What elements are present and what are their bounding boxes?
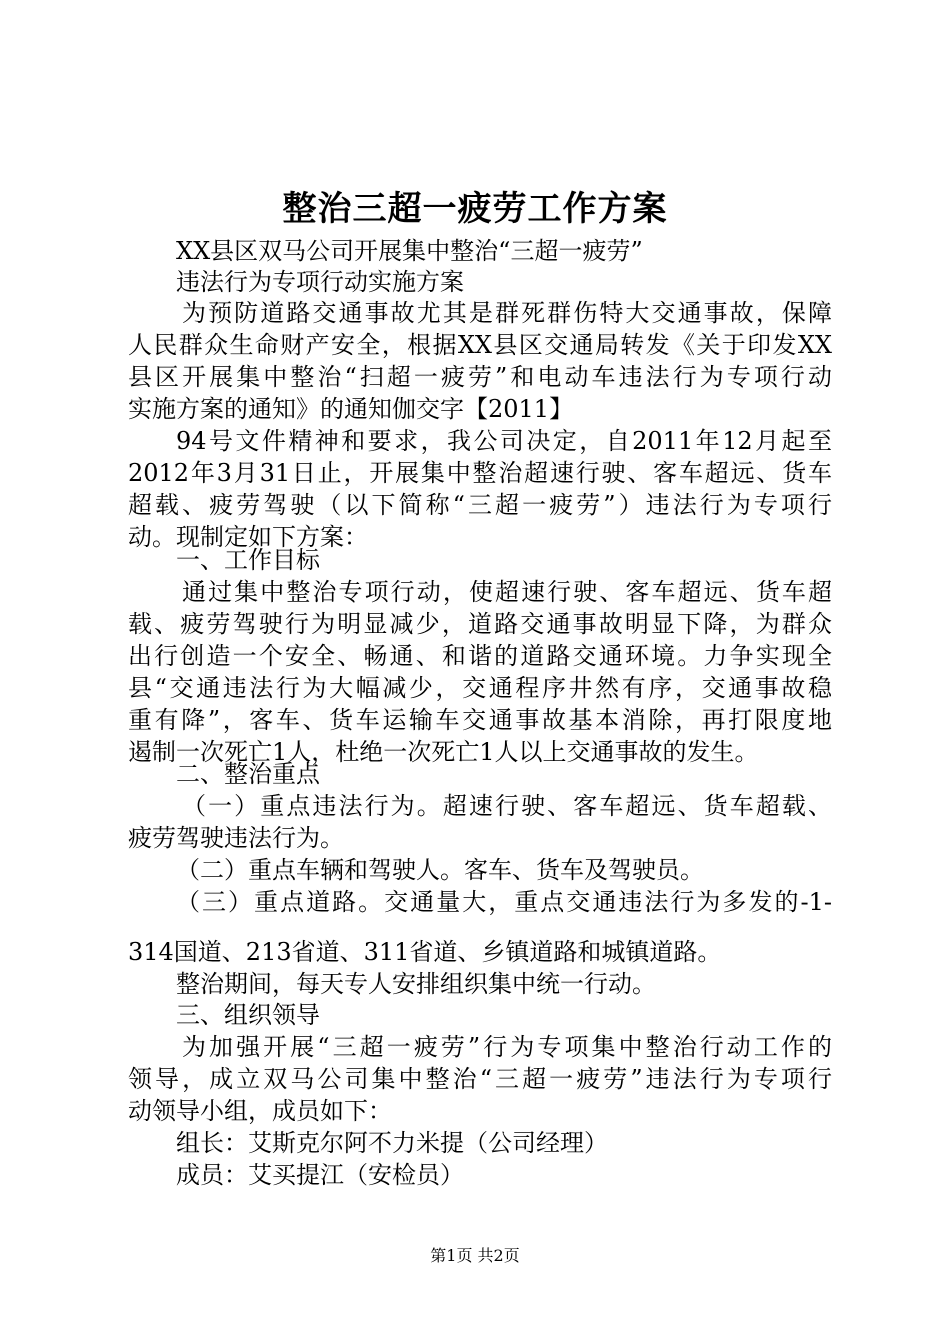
paragraph-line: 为预防道路交通事故尤其是群死群伤特大交通事故，保障: [182, 299, 832, 327]
paragraph-line: 为加强开展“三超一疲劳”行为专项集中整治行动工作的: [182, 1033, 832, 1061]
paragraph-line: 领导，成立双马公司集中整治“三超一疲劳”违法行为专项行: [128, 1065, 832, 1093]
paragraph-line: 整治期间，每天专人安排组织集中统一行动。: [176, 970, 656, 998]
section-heading-3: 三、组织领导: [176, 1001, 320, 1029]
paragraph-line: 通过集中整治专项行动，使超速行驶、客车超远、货车超: [182, 578, 832, 606]
paragraph-line: 314国道、213省道、311省道、乡镇道路和城镇道路。: [128, 938, 722, 966]
section-heading-2: 二、整治重点: [176, 760, 320, 788]
paragraph-line: 载、疲劳驾驶行为明显减少，道路交通事故明显下降，为群众: [128, 610, 832, 638]
paragraph-line: 县区开展集中整治“扫超一疲劳”和电动车违法行为专项行动: [128, 363, 832, 391]
paragraph-line: 重有降”，客车、货车运输车交通事故基本消除，再打限度地: [128, 706, 832, 734]
section-heading-1: 一、工作目标: [176, 546, 320, 574]
paragraph-line: 县“交通违法行为大幅减少，交通程序井然有序，交通事故稳: [128, 674, 832, 702]
document-title: 整治三超一疲劳工作方案: [282, 189, 668, 229]
subtitle-line-1: XX县区双马公司开展集中整治“三超一疲劳”: [176, 237, 643, 265]
paragraph-line: 人民群众生命财产安全，根据XX县区交通局转发《关于印发XX: [128, 331, 832, 359]
paragraph-line: 超载、疲劳驾驶（以下简称“三超一疲劳”）违法行为专项行: [128, 491, 832, 519]
paragraph-line: 遏制一次死亡1人，杜绝一次死亡1人以上交通事故的发生。: [128, 738, 759, 766]
paragraph-line: 实施方案的通知》的通知伽交字【2011】: [128, 395, 574, 423]
paragraph-line: 动领导小组，成员如下：: [128, 1097, 392, 1125]
paragraph-line: 出行创造一个安全、畅通、和谐的道路交通环境。力争实现全: [128, 642, 832, 670]
paragraph-line: （三）重点道路。交通量大，重点交通违法行为多发的-1-: [176, 888, 832, 916]
paragraph-line: 疲劳驾驶违法行为。: [128, 824, 344, 852]
member-line: 成员：艾买提江（安检员）: [176, 1161, 464, 1189]
subtitle-line-2: 违法行为专项行动实施方案: [176, 268, 464, 296]
paragraph-line: （一）重点违法行为。超速行驶、客车超远、货车超载、: [182, 792, 832, 820]
leader-line: 组长：艾斯克尔阿不力米提（公司经理）: [176, 1129, 608, 1157]
paragraph-line: 动。现制定如下方案：: [128, 523, 368, 551]
paragraph-line: （二）重点车辆和驾驶人。客车、货车及驾驶员。: [176, 856, 704, 884]
paragraph-line: 94号文件精神和要求，我公司决定，自2011年12月起至: [176, 427, 832, 455]
paragraph-line: 2012年3月31日止，开展集中整治超速行驶、客车超远、货车: [128, 459, 832, 487]
page-footer: 第1页 共2页: [430, 1246, 520, 1265]
